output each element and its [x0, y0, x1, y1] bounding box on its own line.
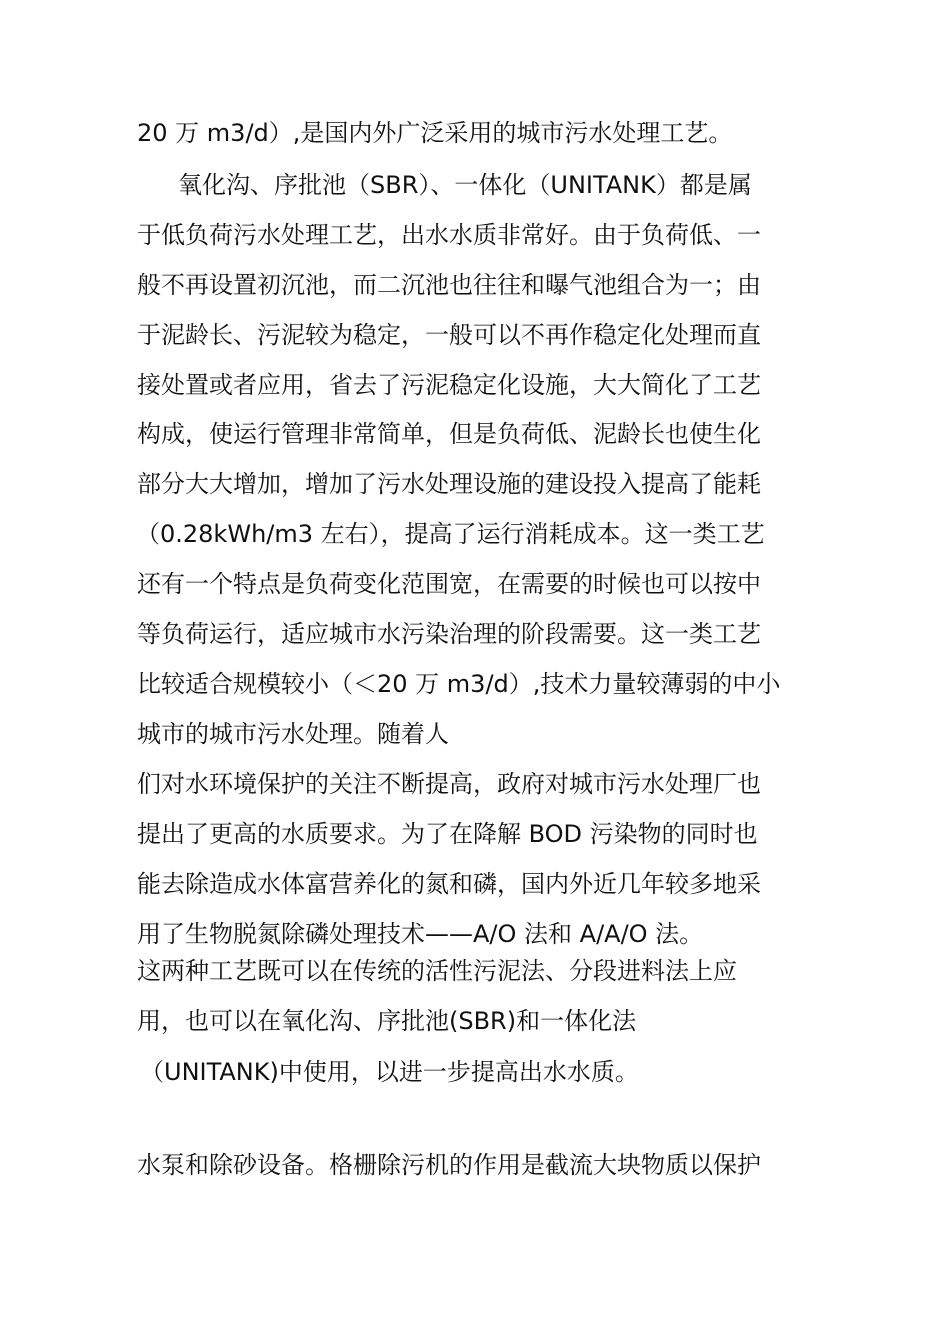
- text-line: （UNITANK)中使用，以进一步提高出水水质。: [140, 1058, 639, 1086]
- text-line: 水泵和除砂设备。格栅除污机的作用是截流大块物质以保护: [137, 1151, 761, 1179]
- text-line: 城市的城市污水处理。随着人: [137, 720, 449, 748]
- text-line: 们对水环境保护的关注不断提高，政府对城市污水处理厂也: [137, 770, 761, 798]
- text-line: 于低负荷污水处理工艺，出水水质非常好。由于负荷低、一: [137, 221, 761, 249]
- text-line: 构成，使运行管理非常简单，但是负荷低、泥龄长也使生化: [137, 420, 761, 448]
- text-line: 能去除造成水体富营养化的氮和磷，国内外近几年较多地采: [137, 870, 761, 898]
- text-line: 这两种工艺既可以在传统的活性污泥法、分段进料法上应: [137, 957, 737, 985]
- text-line: 等负荷运行，适应城市水污染治理的阶段需要。这一类工艺: [137, 620, 761, 648]
- text-line: 部分大大增加，增加了污水处理设施的建设投入提高了能耗: [137, 470, 761, 498]
- text-line: 于泥龄长、污泥较为稳定，一般可以不再作稳定化处理而直: [137, 321, 761, 349]
- text-line: 比较适合规模较小（＜20 万 m3/d）,技术力量较薄弱的中小: [137, 670, 781, 698]
- text-line: （0.28kWh/m3 左右），提高了运行消耗成本。这一类工艺: [136, 520, 765, 548]
- text-line: 20 万 m3/d）,是国内外广泛采用的城市污水处理工艺。: [137, 119, 733, 147]
- text-line: 还有一个特点是负荷变化范围宽，在需要的时候也可以按中: [137, 570, 761, 598]
- text-line: 用了生物脱氮除磷处理技术——A/O 法和 A/A/O 法。: [137, 920, 704, 948]
- text-line: 般不再设置初沉池，而二沉池也往往和曝气池组合为一；由: [137, 271, 761, 299]
- paragraph-first-line: 氧化沟、序批池（SBR）、一体化（UNITANK）都是属: [178, 171, 752, 199]
- text-line: 用，也可以在氧化沟、序批池(SBR)和一体化法: [137, 1007, 637, 1035]
- text-line: 接处置或者应用，省去了污泥稳定化设施，大大简化了工艺: [137, 371, 761, 399]
- text-line: 提出了更高的水质要求。为了在降解 BOD 污染物的同时也: [137, 820, 758, 848]
